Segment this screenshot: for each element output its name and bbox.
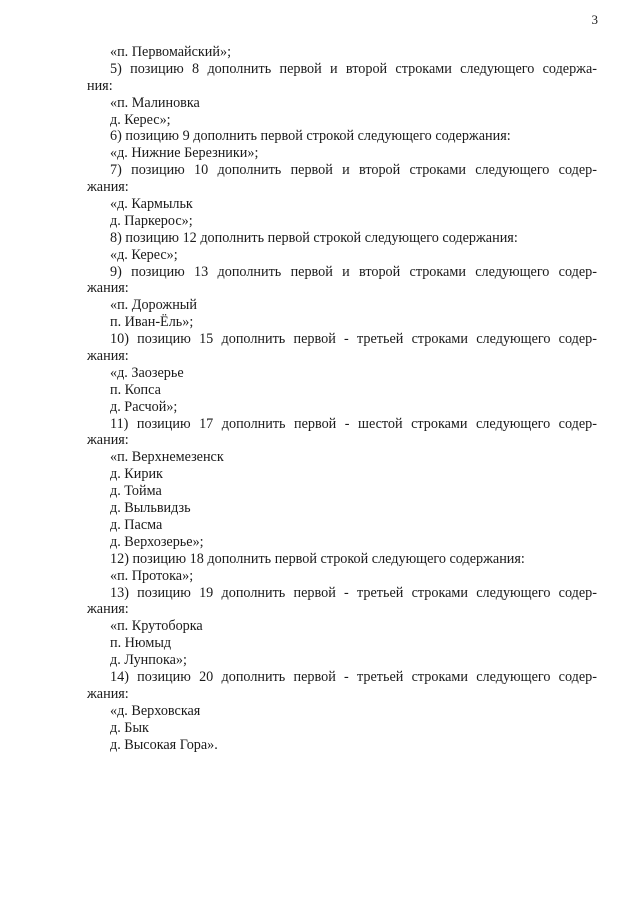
document-line: 13) позицию 19 дополнить первой - третьей строками следующего содер-	[110, 584, 597, 601]
document-line: 12) позицию 18 дополнить первой строкой следующего содержания:	[110, 550, 525, 567]
document-line: жания:	[87, 179, 129, 196]
document-line: д. Керес»;	[110, 111, 171, 128]
document-line: 8) позицию 12 дополнить первой строкой следующего содержания:	[110, 229, 518, 246]
document-line: «п. Дорожный	[110, 297, 197, 314]
document-line: д. Выльвидзь	[110, 500, 191, 517]
document-line: д. Верхозерье»;	[110, 533, 204, 550]
document-line: д. Кирик	[110, 466, 163, 483]
document-line: ния:	[87, 77, 113, 94]
document-line: д. Высокая Гора».	[110, 736, 218, 753]
document-line: «д. Заозерье	[110, 364, 184, 381]
document-line: д. Лунпока»;	[110, 652, 187, 669]
document-line: 14) позицию 20 дополнить первой - третьей строками следующего содер-	[110, 668, 597, 685]
document-line: п. Нюмыд	[110, 635, 172, 652]
document-line: «д. Верховская	[110, 702, 201, 719]
document-line: д. Паркерос»;	[110, 212, 193, 229]
document-line: жания:	[87, 432, 129, 449]
document-body	[87, 44, 597, 753]
document-line: д. Тойма	[110, 483, 162, 500]
document-line: 6) позицию 9 дополнить первой строкой следующего содержания:	[110, 128, 511, 145]
document-line: 11) позицию 17 дополнить первой - шестой строками следующего содер-	[110, 415, 597, 432]
document-line: «п. Малиновка	[110, 94, 200, 111]
document-line: п. Иван-Ёль»;	[110, 314, 194, 331]
document-line: жания:	[87, 348, 129, 365]
document-line: жания:	[87, 280, 129, 297]
document-line: «п. Протока»;	[110, 567, 194, 584]
document-line: жания:	[87, 685, 129, 702]
document-line: «д. Нижние Березники»;	[110, 145, 259, 162]
document-line: «д. Кармыльк	[110, 196, 193, 213]
document-line: п. Копса	[110, 381, 161, 398]
document-line: жания:	[87, 601, 129, 618]
document-line: «д. Керес»;	[110, 246, 178, 263]
document-line: 5) позицию 8 дополнить первой и второй строками следующего содержа-	[110, 60, 597, 77]
document-line: д. Бык	[110, 719, 149, 736]
document-line: 7) позицию 10 дополнить первой и второй строками следующего содер-	[110, 162, 597, 179]
document-line: «п. Первомайский»;	[110, 44, 232, 60]
document-line: д. Расчой»;	[110, 398, 178, 415]
document-line: «п. Крутоборка	[110, 618, 203, 635]
document-line: 9) позицию 13 дополнить первой и второй строками следующего содер-	[110, 263, 597, 280]
document-line: 10) позицию 15 дополнить первой - третьей строками следующего содер-	[110, 331, 597, 348]
document-line: д. Пасма	[110, 516, 163, 533]
page-number: 3	[591, 12, 598, 27]
document-line: «п. Верхнемезенск	[110, 449, 224, 466]
